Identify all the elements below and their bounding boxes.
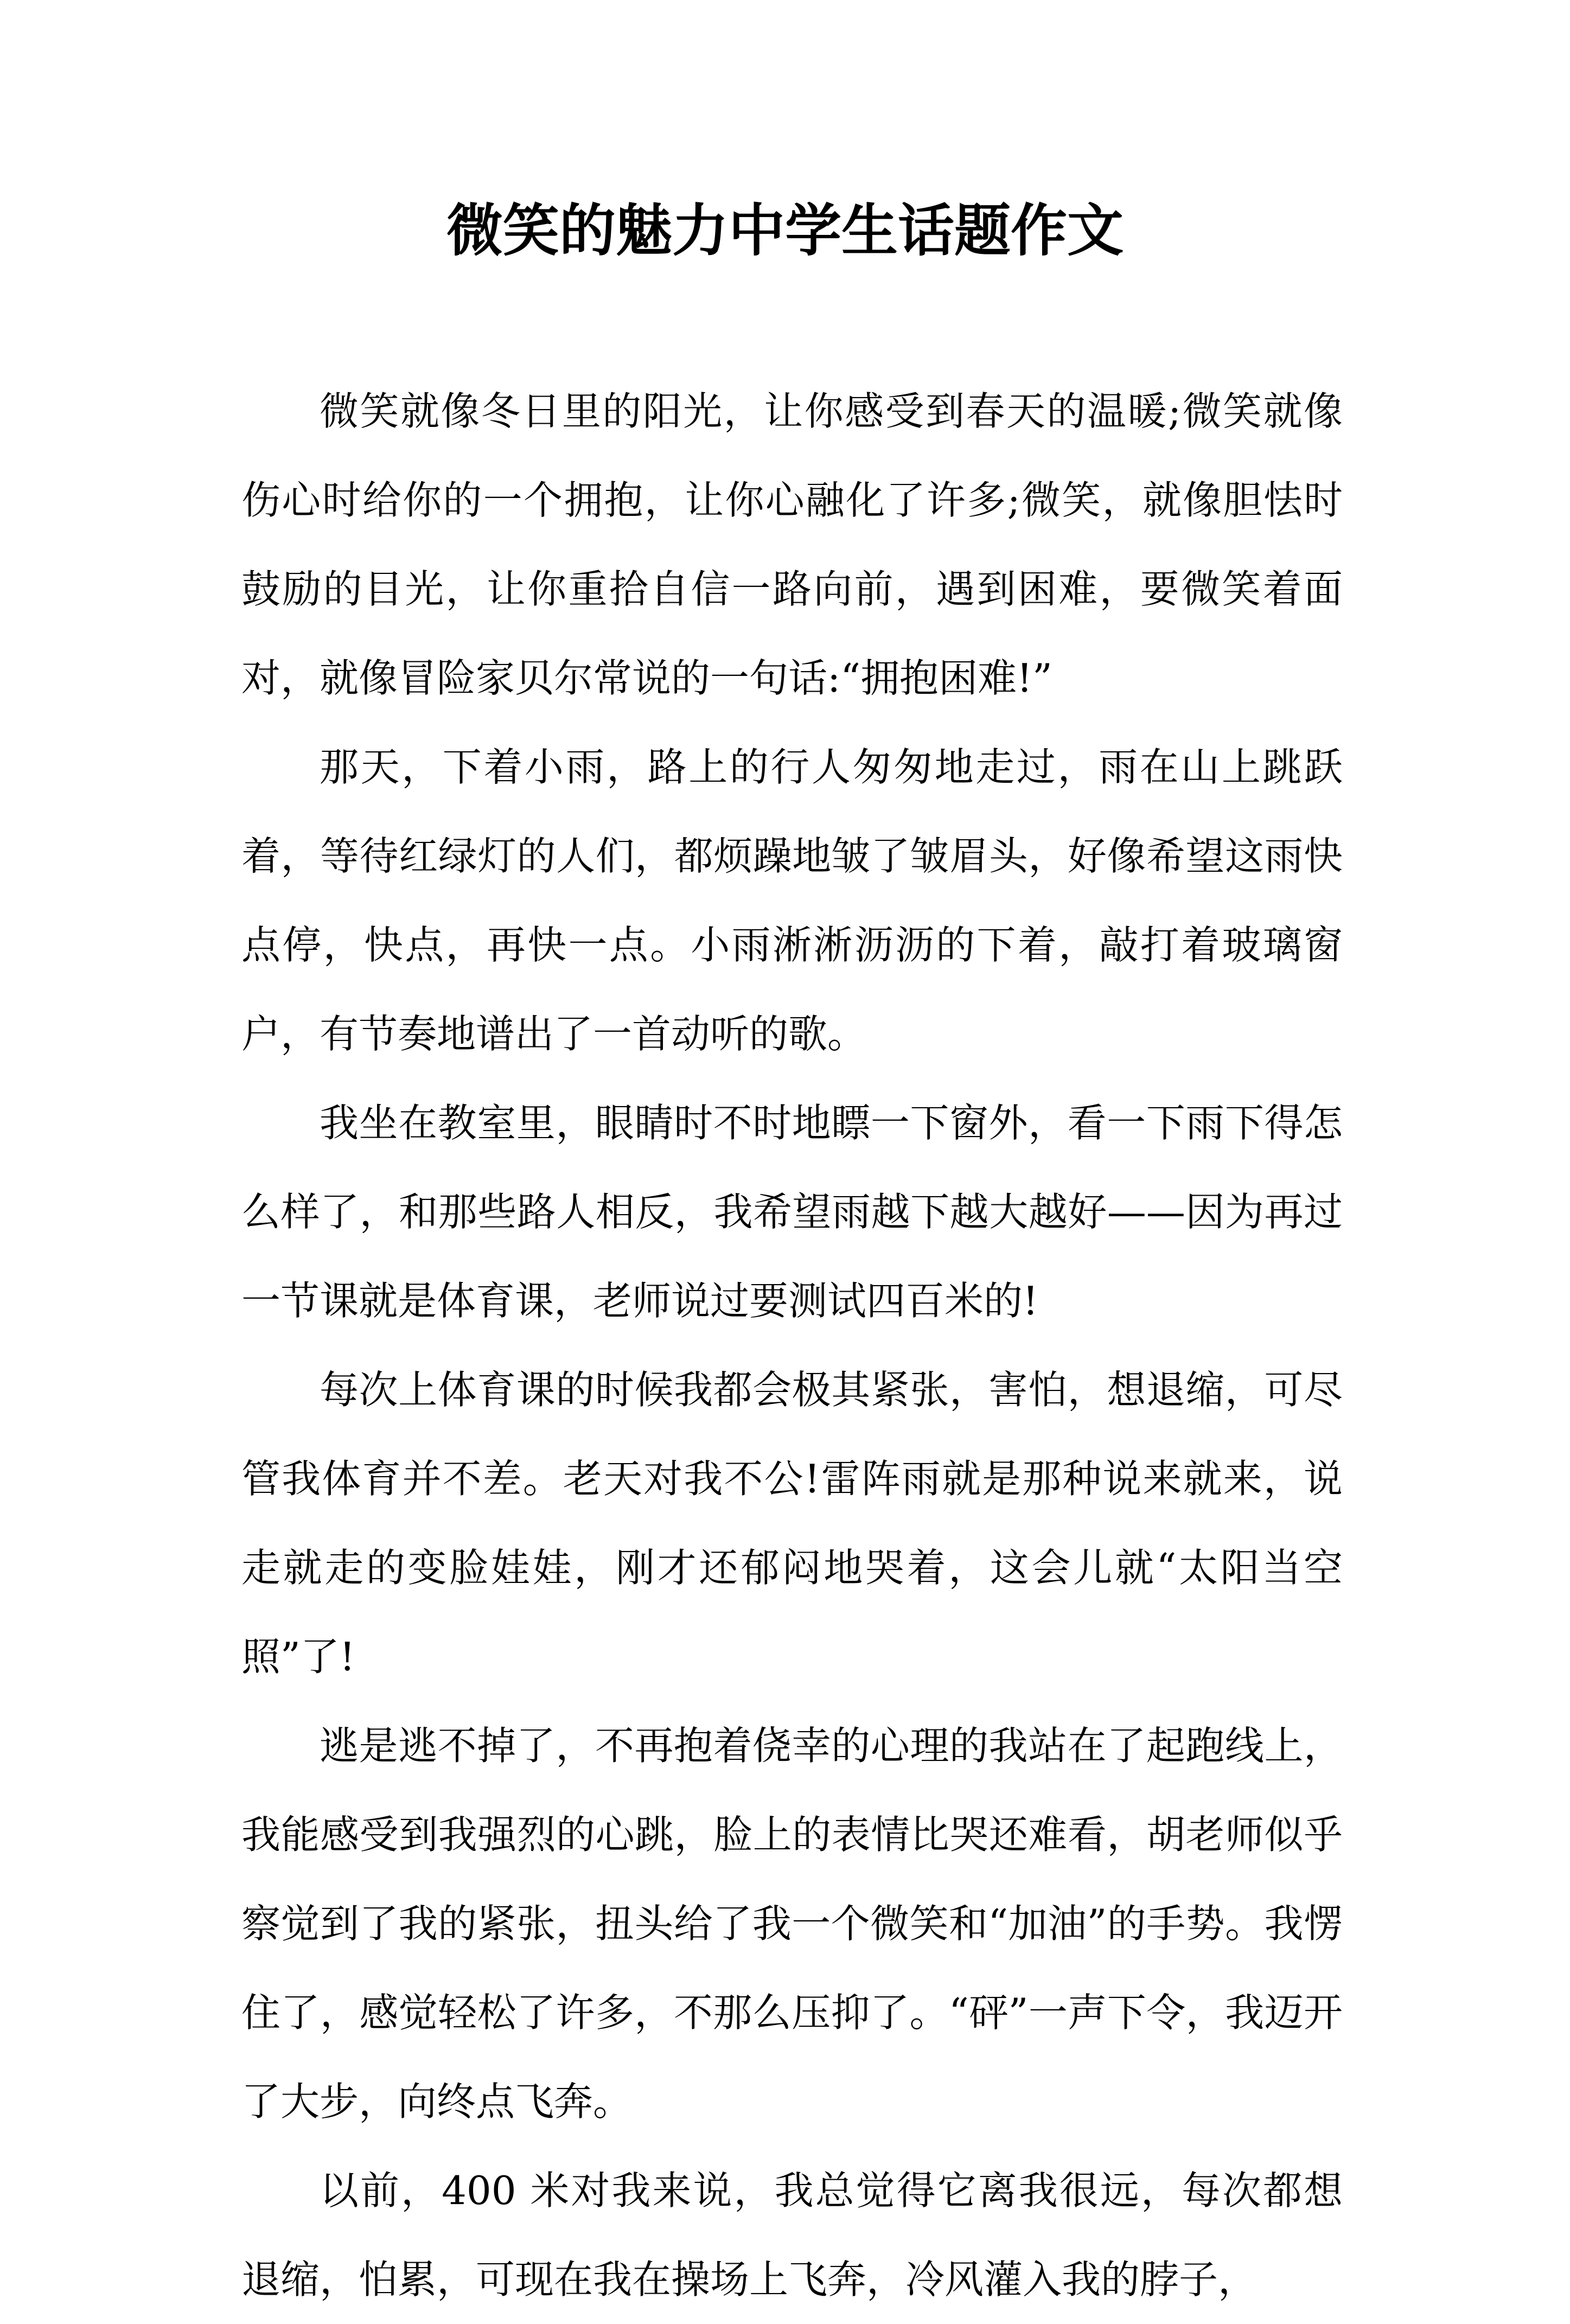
paragraph: 那天，下着小雨，路上的行人匆匆地走过，雨在山上跳跃着，等待红绿灯的人们，都烦躁地皱了皱眉头，好像希望这雨快点停，快点，再快一点。小雨淅淅沥沥的下着，敲打着玻璃窗户，有节奏地谱出了一首动听的歌。 xyxy=(241,744,1343,1057)
document-body xyxy=(241,367,1343,2324)
paragraph: 以前，400 米对我来说，我总觉得它离我很远，每次都想退缩，怕累，可现在我在操场上飞奔，冷风灌入我的脖子， xyxy=(241,2168,1343,2302)
paragraph: 逃是逃不掉了，不再抱着侥幸的心理的我站在了起跑线上，我能感受到我强烈的心跳，脸上的表情比哭还难看，胡老师似乎察觉到了我的紧张，扭头给了我一个微笑和“加油”的手势。我愣住了，感觉轻松了许多，不那么压抑了。“砰”一声下令，我迈开了大步，向终点飞奔。 xyxy=(241,1723,1343,2124)
paragraph: 我坐在教室里，眼睛时不时地瞟一下窗外，看一下雨下得怎么样了，和那些路人相反，我希望雨越下越大越好——因为再过一节课就是体育课，老师说过要测试四百米的! xyxy=(241,1100,1343,1324)
document-title: 微笑的魅力中学生话题作文 xyxy=(446,197,1124,264)
paragraph: 微笑就像冬日里的阳光，让你感受到春天的温暖;微笑就像伤心时给你的一个拥抱，让你心融化了许多;微笑，就像胆怯时鼓励的目光，让你重拾自信一路向前，遇到困难，要微笑着面对，就像冒险家贝尔常说的一句话:“拥抱困难!” xyxy=(241,388,1343,701)
paragraph: 每次上体育课的时候我都会极其紧张，害怕，想退缩，可尽管我体育并不差。老天对我不公!雷阵雨就是那种说来就来，说走就走的变脸娃娃，刚才还郁闷地哭着，这会儿就“太阳当空照”了! xyxy=(241,1367,1343,1680)
